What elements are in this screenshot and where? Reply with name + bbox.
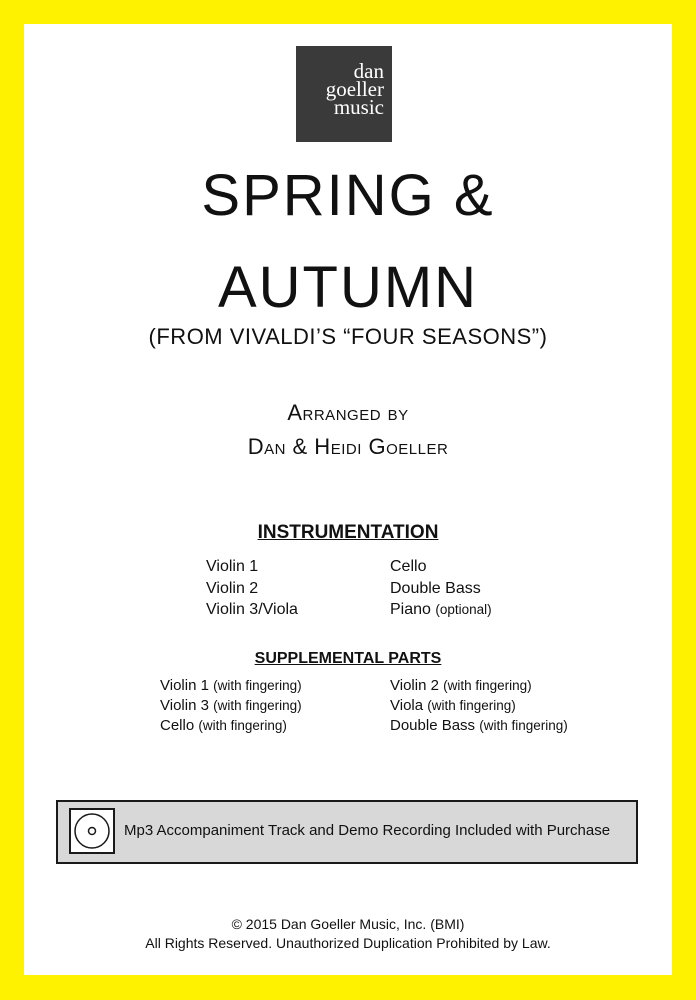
supplemental-item	[390, 696, 568, 716]
publisher-logo	[296, 46, 392, 142]
supplemental-item	[160, 696, 302, 716]
part-name: Violin 2	[390, 677, 439, 694]
instrument-name: Piano	[390, 601, 431, 618]
instrument-item-piano	[390, 599, 492, 621]
fingering-note: (with fingering)	[479, 718, 568, 733]
supplemental-item	[160, 716, 302, 736]
fingering-note: (with fingering)	[443, 678, 532, 693]
arranged-by-label: Arranged by	[287, 400, 409, 425]
instrument-item: Cello	[390, 558, 427, 575]
supplemental-column-1	[160, 676, 302, 736]
title-line-1: SPRING &	[201, 163, 495, 228]
logo-line-music: music	[333, 95, 384, 119]
part-name: Viola	[390, 697, 424, 714]
subtitle: (FROM VIVALDI’S “FOUR SEASONS”)	[148, 324, 548, 349]
instrument-item: Double Bass	[390, 579, 481, 597]
rights-line: All Rights Reserved. Unauthorized Duplication Prohibited by Law.	[145, 935, 551, 951]
fingering-note: (with fingering)	[198, 718, 287, 733]
instrument-item: Violin 2	[206, 579, 259, 597]
fingering-note: (with fingering)	[427, 698, 516, 713]
instrument-item: Violin 1	[206, 558, 259, 575]
mp3-banner	[56, 800, 638, 864]
supplemental-item	[160, 676, 302, 696]
supplemental-heading: SUPPLEMENTAL PARTS	[254, 650, 442, 667]
title-line-2: AUTUMN	[217, 255, 479, 320]
copyright-line: © 2015 Dan Goeller Music, Inc. (BMI)	[231, 916, 465, 932]
mp3-banner-text: Mp3 Accompaniment Track and Demo Recording Included with Purchase	[124, 822, 611, 839]
part-name: Violin 1	[160, 677, 209, 694]
part-name: Violin 3	[160, 697, 209, 714]
logo-line-dan: dan	[353, 59, 384, 83]
part-name: Cello	[160, 717, 195, 734]
instrument-item: Violin 3/Viola	[206, 601, 298, 618]
instrumentation-column-2	[390, 556, 492, 621]
logo-line-goeller: goeller	[325, 77, 384, 101]
fingering-note: (with fingering)	[213, 698, 302, 713]
instrumentation-heading: INSTRUMENTATION	[257, 522, 439, 543]
cover-page	[24, 24, 672, 975]
instrumentation-column-1	[206, 556, 298, 621]
fingering-note: (with fingering)	[213, 678, 302, 693]
arranger-names: Dan & Heidi Goeller	[247, 434, 449, 459]
part-name: Double Bass	[390, 717, 476, 734]
optional-note: (optional)	[435, 602, 492, 617]
supplemental-column-2	[390, 676, 568, 736]
supplemental-item	[390, 716, 568, 736]
supplemental-item	[390, 676, 568, 696]
cd-disc-icon	[69, 808, 115, 854]
